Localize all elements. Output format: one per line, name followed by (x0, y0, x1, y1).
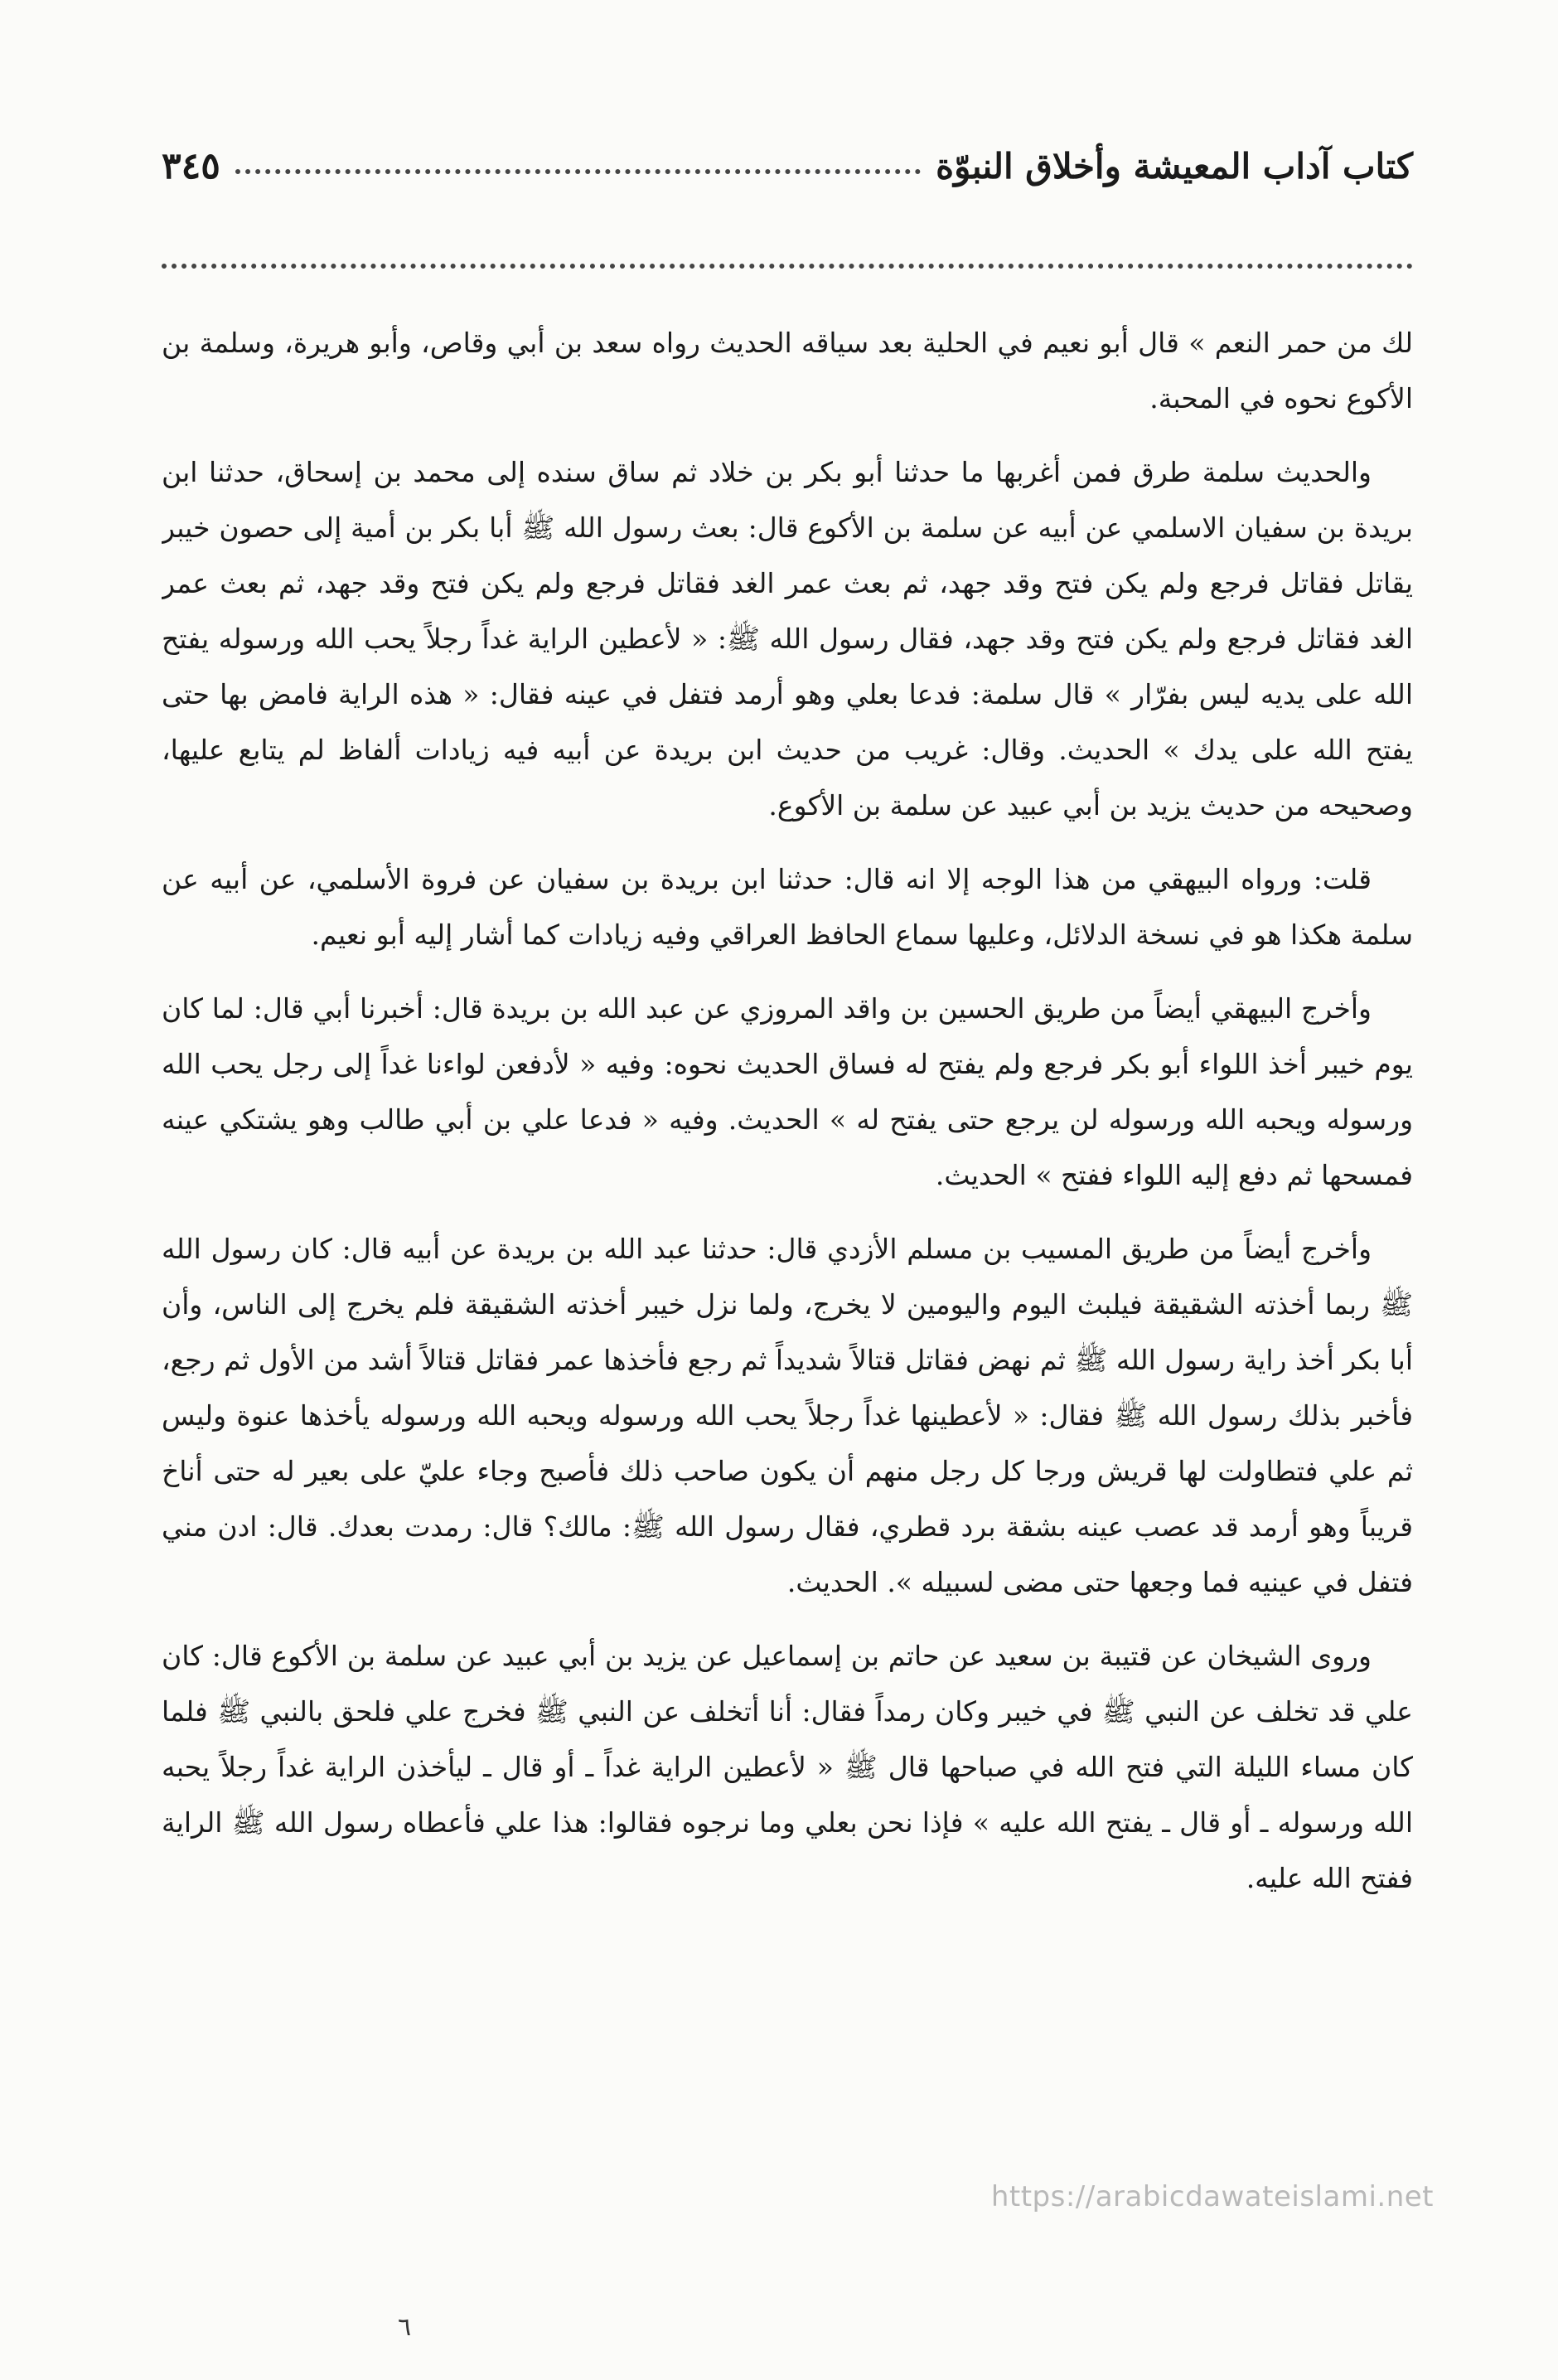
watermark-url: https://arabicdawateislami.net (990, 2180, 1434, 2213)
page-number: ٣٤٥ (162, 144, 220, 187)
book-title: كتاب آداب المعيشة وأخلاق النبوّة (936, 145, 1413, 187)
paragraph: وروى الشيخان عن قتيبة بن سعيد عن حاتم بن إسماعيل عن يزيد بن أبي عبيد عن سلمة بن الأكوع قال: كان علي قد تخلف عن النبي ﷺ في خيبر وكان رمداً فقال: أنا أتخلف عن النبي ﷺ فخرج علي فلحق بالنبي ﷺ فلما كان مساء الليلة التي فتح الله في صباحها قال ﷺ « لأعطين الراية غداً ـ أو قال ـ ليأخذن الراية غداً رجلاً يحبه الله ورسوله ـ أو قال ـ يفتح الله عليه » فإذا نحن بعلي وما نرجوه فقالوا: هذا علي فأعطاه رسول الله ﷺ الراية ففتح الله عليه. (162, 1640, 1413, 1894)
running-header (162, 133, 1413, 199)
body-text (162, 315, 1413, 2213)
paragraph: قلت: ورواه البيهقي من هذا الوجه إلا انه قال: حدثنا ابن بريدة بن سفيان عن فروة الأسلمي، عن أبيه عن سلمة هكذا هو في نسخة الدلائل، وعليها سماع الحافظ العراقي وفيه زيادات كما أشار إليه أبو نعيم. (162, 863, 1413, 951)
paragraph: وأخرج البيهقي أيضاً من طريق الحسين بن واقد المروزي عن عبد الله بن بريدة قال: أخبرنا أبي قال: لما كان يوم خيبر أخذ اللواء أبو بكر فرجع ولم يفتح له فساق الحديث نحوه: وفيه « لأدفعن لواءنا غداً إلى رجل يحب الله ورسوله ويحبه الله ورسوله لن يرجع حتى يفتح له » الحديث. وفيه « فدعا علي بن أبي طالب وهو يشتكي عينه فمسحها ثم دفع إليه اللواء ففتح » الحديث. (162, 992, 1413, 1191)
paragraph: وأخرج أيضاً من طريق المسيب بن مسلم الأزدي قال: حدثنا عبد الله بن بريدة عن أبيه قال: كان رسول الله ﷺ ربما أخذته الشقيقة فيلبث اليوم واليومين لا يخرج، ولما نزل خيبر أخذته الشقيقة فلم يخرج إلى الناس، وأن أبا بكر أخذ راية رسول الله ﷺ ثم نهض فقاتل قتالاً شديداً ثم رجع فأخذها عمر فقاتل قتالاً أشد من الأول ثم رجع، فأخبر بذلك رسول الله ﷺ فقال: « لأعطينها غداً رجلاً يحب الله ورسوله ويحبه الله ورسوله يأخذها عنوة وليس ثم علي فتطاولت لها قريش ورجا كل رجل منهم أن يكون صاحب ذلك فأصبح وجاء عليّ على بعير له حتى أناخ قريباً وهو أرمد قد عصب عينه بشقة برد قطري، فقال رسول الله ﷺ: مالك؟ قال: رمدت بعدك. قال: ادن مني فتفل في عينيه فما وجعها حتى مضى لسبيله ». الحديث. (162, 1233, 1413, 1598)
header-divider (162, 264, 1413, 269)
footer-mark: ٦ (398, 2313, 412, 2342)
header-dot-leader (235, 169, 921, 174)
paragraph: والحديث سلمة طرق فمن أغربها ما حدثنا أبو بكر بن خلاد ثم ساق سنده إلى محمد بن إسحاق، حدثنا ابن بريدة بن سفيان الاسلمي عن أبيه عن سلمة بن الأكوع قال: بعث رسول الله ﷺ أبا بكر بن أمية إلى حصون خيبر يقاتل فقاتل فرجع ولم يكن فتح وقد جهد، ثم بعث عمر الغد فقاتل فرجع ولم يكن فتح وقد جهد، ثم بعث عمر الغد فقاتل فرجع ولم يكن فتح وقد جهد، فقال رسول الله ﷺ: « لأعطين الراية غداً رجلاً يحب الله ورسوله يفتح الله على يديه ليس بفرّار » قال سلمة: فدعا بعلي وهو أرمد فتفل في عينه فقال: « هذه الراية فامض بها حتى يفتح الله على يدك » الحديث. وقال: غريب من حديث ابن بريدة عن أبيه فيه زيادات ألفاظ لم يتابع عليها، وصحيحه من حديث يزيد بن أبي عبيد عن سلمة بن الأكوع. (162, 456, 1413, 822)
paragraph: لك من حمر النعم » قال أبو نعيم في الحلية بعد سياقه الحديث رواه سعد بن أبي وقاص، وأبو هريرة، وسلمة بن الأكوع نحوه في المحبة. (162, 327, 1413, 414)
